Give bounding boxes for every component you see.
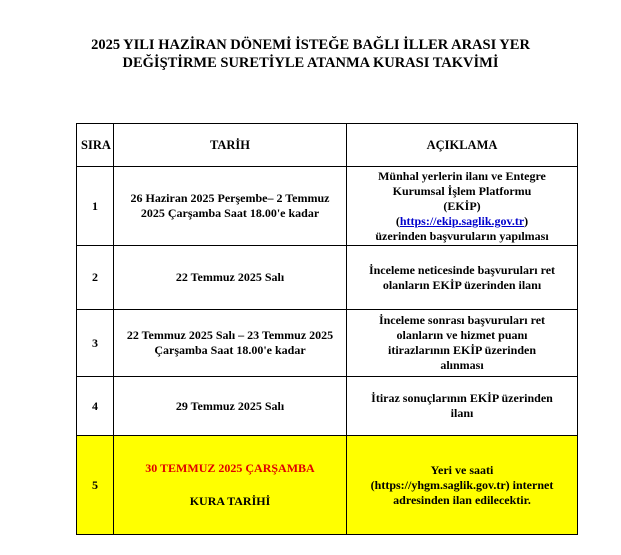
- row-date: [114, 310, 347, 377]
- description-line: alınması: [440, 358, 484, 372]
- row-date: [114, 167, 347, 246]
- title-line-2: DEĞİŞTİRME SURETİYLE ATANMA KURASI TAKVİMİ: [122, 55, 499, 71]
- row-number: 4: [77, 377, 114, 436]
- date-line: Çarşamba Saat 18.00'e kadar: [154, 343, 306, 357]
- row-description: [347, 310, 578, 377]
- description-line: üzerinden başvuruların yapılması: [375, 228, 549, 243]
- header-tarih: TARİH: [114, 124, 347, 167]
- description-line: İnceleme neticesinde başvuruları ret: [368, 262, 556, 277]
- description-line: olanların EKİP üzerinden ilanı: [382, 277, 542, 292]
- row-number: 5: [77, 436, 114, 535]
- table-row: [77, 246, 578, 310]
- row-date: [114, 436, 347, 535]
- header-row: [77, 124, 578, 167]
- description-line: olanların ve hizmet puanı: [396, 328, 528, 342]
- title-line-1: 2025 YILI HAZİRAN DÖNEMİ İSTEĞE BAĞLI İLLER ARASI YER: [91, 37, 530, 53]
- description-line: Münhal yerlerin ilanı ve Entegre: [378, 168, 546, 183]
- page-title: [0, 36, 621, 72]
- table-row: [77, 377, 578, 436]
- description-line: İtiraz sonuçlarının EKİP üzerinden: [371, 391, 553, 405]
- header-sira: SIRA: [77, 124, 114, 167]
- link-open-paren: (: [395, 213, 400, 228]
- draw-date-highlight: 30 TEMMUZ 2025 ÇARŞAMBA: [145, 461, 315, 475]
- row-description: [347, 377, 578, 436]
- description-line: adresinden ilan edilecektir.: [393, 492, 531, 507]
- header-aciklama: AÇIKLAMA: [347, 124, 578, 167]
- schedule-table: [76, 123, 578, 535]
- ekip-link[interactable]: https://ekip.saglik.gov.tr: [399, 213, 525, 228]
- draw-date-label: KURA TARİHİ: [189, 494, 271, 508]
- row-number: 1: [77, 167, 114, 246]
- date-line: 2025 Çarşamba Saat 18.00'e kadar: [140, 206, 320, 220]
- link-close-paren: ): [524, 213, 529, 228]
- row-date: [114, 377, 347, 436]
- table-row: [77, 167, 578, 246]
- description-line: (https://yhgm.saglik.gov.tr) internet: [370, 477, 554, 492]
- row-description: [347, 436, 578, 535]
- description-line: (EKİP): [443, 198, 481, 213]
- row-description: [347, 167, 578, 246]
- row-number: 2: [77, 246, 114, 310]
- description-line: ilanı: [450, 406, 474, 420]
- row-date: [114, 246, 347, 310]
- date-line: 22 Temmuz 2025 Salı: [175, 270, 285, 284]
- row-description: [347, 246, 578, 310]
- date-line: 22 Temmuz 2025 Salı – 23 Temmuz 2025: [126, 328, 334, 342]
- table-row-highlighted: [77, 436, 578, 535]
- date-line: 29 Temmuz 2025 Salı: [175, 398, 285, 413]
- table-row: [77, 310, 578, 377]
- description-line: Yeri ve saati: [430, 462, 494, 477]
- date-line: 26 Haziran 2025 Perşembe– 2 Temmuz: [130, 191, 330, 205]
- description-line: İnceleme sonrası başvuruları ret: [378, 313, 546, 327]
- description-link-line: [351, 214, 573, 229]
- row-number: 3: [77, 310, 114, 377]
- description-line: itirazlarının EKİP üzerinden: [387, 343, 536, 357]
- description-line: Kurumsal İşlem Platformu: [392, 183, 532, 198]
- spacer: [118, 476, 342, 494]
